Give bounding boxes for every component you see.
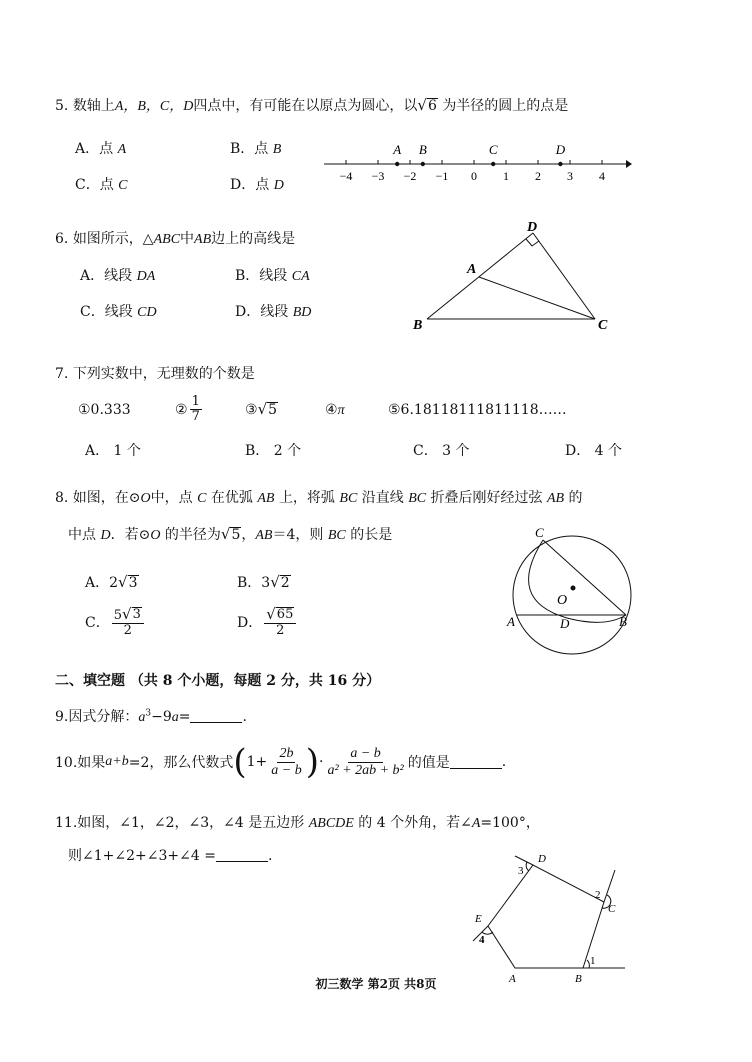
q8-option-b: B．3 √ 2 [237, 573, 290, 591]
pentagon-abcde [488, 865, 604, 968]
q8-stem-line2: 中点 D．若⊙O 的半径为 √ 5 ，AB＝4，则 BC 的长是 [68, 525, 393, 543]
number-line-point-d [558, 162, 562, 166]
q5-stem: 5. 数轴上A，B，C，D四点中，有可能在以原点为圆心，以 √ 6 为半径的圆上的点是 [55, 96, 569, 114]
q6-stem: 6. 如图所示，△ABC中AB边上的高线是 [55, 231, 296, 247]
number-line-point-label: B [418, 142, 427, 157]
q5-option-a: A．点 A [75, 141, 127, 157]
chord-bc [543, 540, 626, 615]
number-line-point-label: D [555, 142, 566, 157]
number-line-point-label: A [393, 142, 402, 157]
q6-option-a: A．线段 DA [80, 268, 156, 284]
label-c: C [535, 525, 544, 540]
label-b: B [575, 973, 582, 985]
number-line-tick-label: −4 [339, 169, 353, 183]
angle-3-arc [526, 862, 529, 871]
label-angle-2: 2 [595, 889, 601, 901]
sqrt-5: √ 5 [257, 400, 278, 418]
folded-arc [529, 540, 626, 622]
q6-option-b: B．线段 CA [235, 268, 310, 284]
q5-option-c: C．点 C [75, 177, 128, 193]
sqrt-5-radius: √ 5 [220, 525, 241, 543]
q8-option-a: A．2 √ 3 [85, 573, 138, 591]
number-line-tick-label: 4 [599, 169, 605, 183]
q7-item-2: ② $\frac{1}{7}$ [175, 394, 200, 425]
label-d: D [527, 220, 538, 235]
number-line-tick-label: 2 [535, 169, 541, 183]
angle-1-arc [587, 960, 589, 968]
right-angle-mark [526, 239, 539, 246]
q5-option-d: D．点 D [230, 177, 284, 193]
label-o: O [557, 593, 568, 608]
segment-bd [427, 233, 533, 319]
number-line-tick-label: −2 [403, 169, 417, 183]
section-fill-in-title: 二、填空题 （共 8 个小题，每题 2 分，共 16 分） [55, 673, 381, 689]
number-line-tick-label: 3 [567, 169, 573, 183]
segment-dc [533, 233, 595, 319]
circle-o [513, 536, 631, 654]
q8-circle-figure [505, 520, 640, 670]
label-angle-3: 3 [518, 865, 524, 877]
q8-option-d: D． √ 65 2 [237, 607, 298, 639]
label-a: A [507, 614, 515, 629]
label-d: D [560, 616, 570, 631]
q7-item-3: ③ √ 5 [245, 400, 278, 418]
label-c: C [598, 318, 608, 333]
q7-option-b: B． 2 个 [245, 443, 302, 459]
q9-stem: 9.因式分解：$a^3-9a=$ . [55, 708, 247, 725]
q8-stem-line1: 8. 如图，在⊙O中，点 C 在优弧 AB 上，将弧 BC 沿直线 BC 折叠后刚好经过弦 AB 的 [55, 490, 583, 506]
q7-stem: 7. 下列实数中，无理数的个数是 [55, 366, 255, 382]
q7-option-c: C． 3 个 [413, 443, 470, 459]
number-line-tick-label: 0 [471, 169, 477, 183]
q10-stem: 10.如果 a+b =2，那么代数式 ( 1+ $\frac{2b}{a - b}$ ) · $\frac{a - b}{\text{a² + 2ab + b²}}$ 的值是 . [55, 742, 507, 782]
label-b: B [619, 614, 627, 629]
q11-stem-line1: 11.如图，∠1，∠2，∠3，∠4 是五边形 ABCDE 的 4 个外角，若∠A=100°， [55, 815, 540, 831]
number-line-arrow [626, 160, 632, 168]
answer-blank-11[interactable] [216, 849, 268, 862]
number-line-tick-label: −1 [435, 169, 449, 183]
q6-option-c: C．线段 CD [80, 304, 157, 320]
answer-blank-9[interactable] [190, 710, 242, 723]
q7-item-5: ⑤6.18118111811118…… [388, 402, 567, 418]
sqrt-6: √ 6 [417, 96, 437, 114]
q7-option-d: D． 4 个 [565, 443, 623, 459]
q5-number: 5. [55, 98, 69, 114]
number-line-tick-label: −3 [371, 169, 385, 183]
segment-ac [479, 277, 595, 319]
answer-blank-10[interactable] [450, 756, 502, 769]
number-line-figure [320, 132, 632, 190]
number-line-point-label: C [488, 142, 498, 157]
q11-stem-line2: 则∠1+∠2+∠3+∠4 = . [68, 848, 273, 864]
number-line-point-c [491, 162, 495, 166]
label-c: C [608, 903, 616, 915]
q6-option-d: D．线段 BD [235, 304, 312, 320]
number-line-point-a [395, 162, 399, 166]
center-point [571, 586, 576, 591]
number-line-tick-label: 1 [503, 169, 509, 183]
q11-pentagon-figure [465, 848, 630, 990]
extension-cd [515, 856, 533, 865]
label-e: E [475, 913, 482, 925]
label-angle-4: 4 [479, 934, 485, 946]
q5-option-b: B．点 B [230, 141, 282, 157]
label-b: B [413, 318, 423, 333]
q7-option-a: A． 1 个 [85, 443, 141, 459]
fraction-1-7: $\frac{1}{7}$ [191, 394, 200, 425]
label-a: A [509, 973, 516, 985]
q7-item-1: ①0.333 [78, 402, 131, 418]
label-d: D [538, 853, 546, 865]
label-a: A [467, 262, 477, 277]
q6-triangle-figure [405, 215, 620, 335]
number-line-point-b [421, 162, 425, 166]
page-footer: 初三数学 第2页 共8页 [315, 977, 437, 991]
q7-item-4: ④π [325, 402, 345, 418]
q8-option-c: C． 5 √ 3 2 [85, 607, 146, 639]
label-angle-1: 1 [590, 955, 596, 967]
